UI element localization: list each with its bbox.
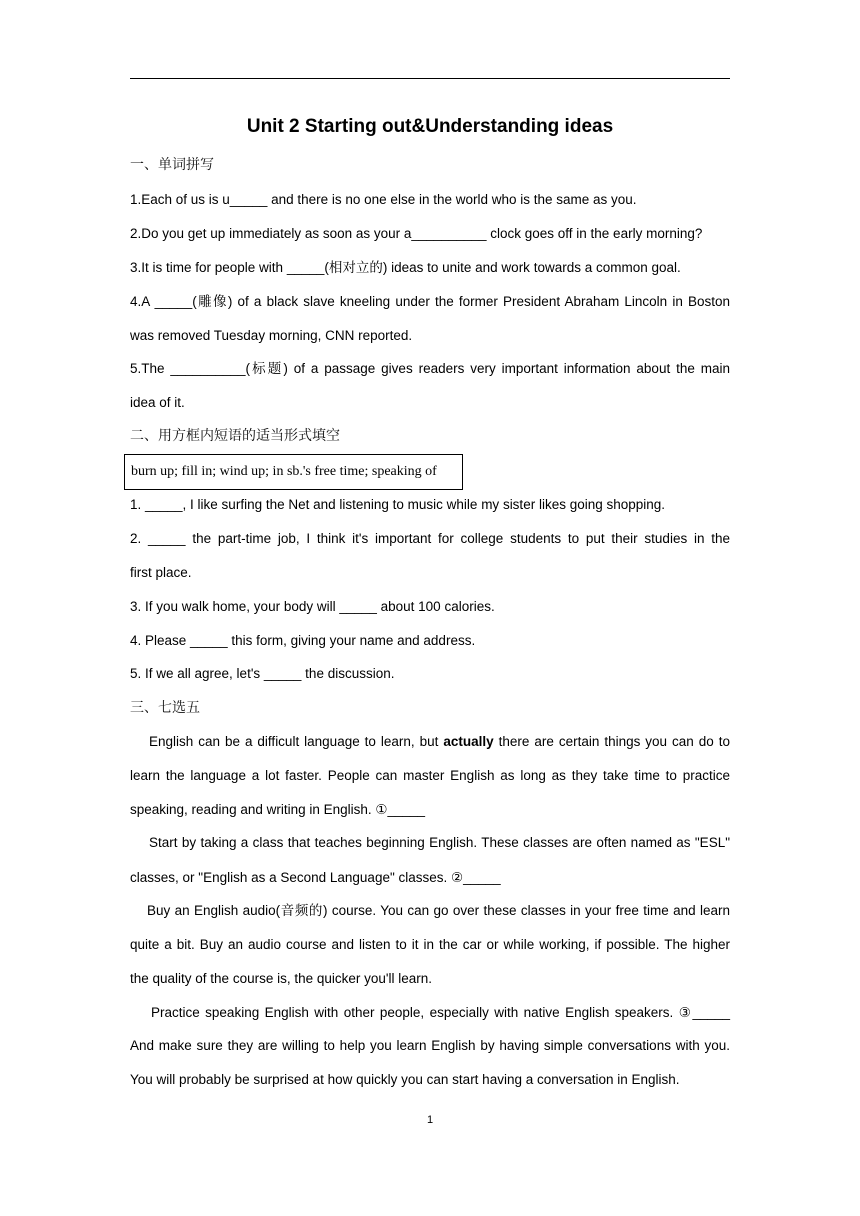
phrase-item-2-cont: first place.	[130, 565, 192, 580]
spelling-item-1: 1.Each of us is u_____ and there is no one else in the world who is the same as you.	[130, 192, 637, 207]
passage-line-1-start: English can be a difficult language to learn, but	[149, 734, 444, 749]
page-title: Unit 2 Starting out&Understanding ideas	[246, 116, 614, 137]
phrase-item-3: 3. If you walk home, your body will _____ about 100 calories.	[130, 599, 495, 614]
phrase-item-2: 2. _____ the part-time job, I think it's important for college students to put their studies in the	[130, 531, 730, 546]
section-heading-seven-choose-five: 三、七选五	[130, 700, 200, 716]
passage-line-4: Start by taking a class that teaches beginning English. These classes are often named as "ESL"	[149, 835, 730, 850]
header-rule	[130, 78, 730, 79]
passage-line-6: Buy an English audio(音频的) course. You can go over these classes in your free time and learn	[147, 903, 730, 918]
passage-line-11: You will probably be surprised at how quickly you can start having a conversation in English.	[130, 1072, 680, 1087]
section-heading-phrases: 二、用方框内短语的适当形式填空	[130, 428, 340, 444]
passage-line-3: speaking, reading and writing in English. ①_____	[130, 802, 426, 817]
phrase-box	[124, 454, 463, 490]
spelling-item-2: 2.Do you get up immediately as soon as your a__________ clock goes off in the early morning?	[130, 226, 703, 241]
phrase-item-5: 5. If we all agree, let's _____ the discussion.	[130, 666, 395, 681]
passage-line-8: the quality of the course is, the quicker you'll learn.	[130, 971, 432, 986]
passage-line-5: classes, or "English as a Second Language" classes. ②_____	[130, 870, 501, 885]
page-number: 1	[426, 1114, 434, 1126]
phrase-item-4: 4. Please _____ this form, giving your name and address.	[130, 633, 476, 648]
phrase-box-text: burn up; fill in; wind up; in sb.'s free time; speaking of	[131, 464, 437, 479]
spelling-item-5: 5.The __________(标题) of a passage gives readers very important information about the main	[130, 361, 730, 376]
spelling-item-5-cont: idea of it.	[130, 395, 185, 410]
spelling-item-3: 3.It is time for people with _____(相对立的) ideas to unite and work towards a common goal.	[130, 260, 681, 275]
phrase-item-1: 1. _____, I like surfing the Net and listening to music while my sister likes going shopping.	[130, 497, 666, 512]
passage-line-1	[130, 732, 730, 752]
passage-line-7: quite a bit. Buy an audio course and listen to it in the car or while working, if possible. The higher	[130, 937, 730, 952]
section-heading-spelling: 一、单词拼写	[130, 157, 214, 173]
passage-bold-word: actually	[443, 734, 494, 749]
passage-line-2: learn the language a lot faster. People can master English as long as they take time to practice	[130, 768, 730, 783]
passage-line-9: Practice speaking English with other people, especially with native English speakers. ③_____	[151, 1005, 730, 1020]
passage-line-1-end: there are certain things you can do to	[493, 734, 731, 749]
spelling-item-4: 4.A _____(雕像) of a black slave kneeling under the former President Abraham Lincoln in Boston	[130, 294, 730, 309]
passage-line-10: And make sure they are willing to help you learn English by having simple conversations with you.	[130, 1038, 730, 1053]
spelling-item-4-cont: was removed Tuesday morning, CNN reported.	[130, 328, 413, 343]
